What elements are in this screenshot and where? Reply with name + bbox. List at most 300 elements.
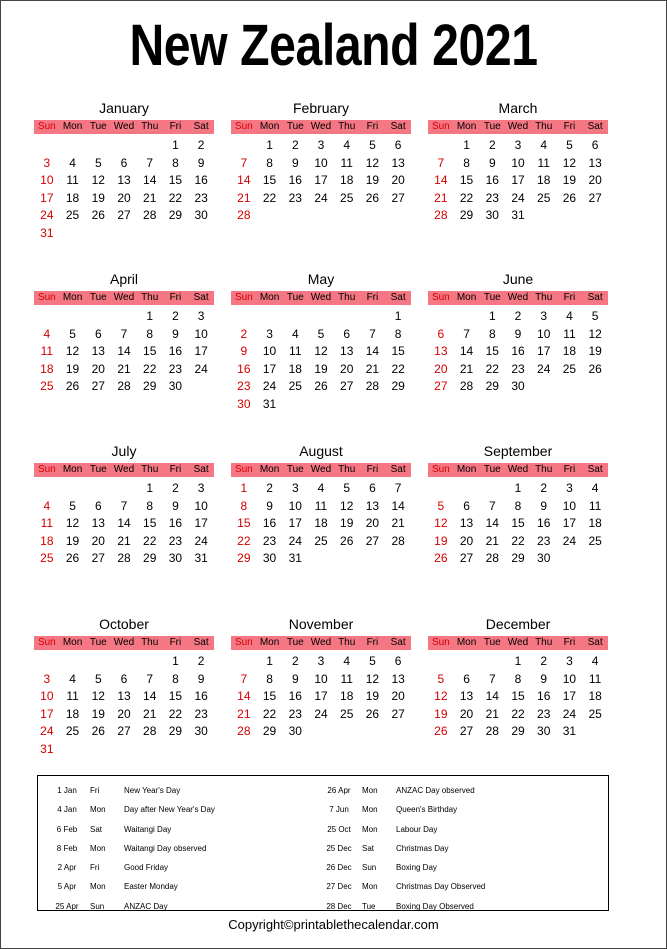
day-cell: 15 (168, 173, 183, 188)
day-cell: 20 (117, 190, 131, 205)
weekday-label: Mon (62, 637, 83, 648)
day-cell: 6 (463, 671, 470, 686)
day-cell: 26 (65, 379, 80, 394)
weekday-label: Sun (37, 292, 56, 303)
day-cell: 13 (91, 516, 105, 531)
weekday-label: Sat (193, 464, 209, 475)
month-january (34, 98, 214, 243)
day-cell: 27 (391, 706, 405, 721)
day-cell: 28 (117, 551, 131, 566)
weekday-label: Tue (89, 464, 107, 475)
empty-cell (282, 308, 308, 326)
day-cell: 5 (437, 498, 445, 513)
day-cell: 24 (537, 361, 551, 376)
day-cell: 6 (94, 498, 102, 513)
day-cell: 22 (511, 533, 525, 548)
month-november (231, 614, 411, 741)
day-cell: 9 (197, 671, 205, 686)
day-cell: 12 (562, 155, 577, 170)
day-cell: 7 (120, 326, 128, 341)
day-cell: 29 (511, 724, 525, 739)
weekday-label: Tue (286, 637, 304, 648)
weekday-label: Thu (535, 121, 553, 132)
weekday-label: Mon (62, 121, 83, 132)
day-cell: 17 (194, 344, 208, 359)
day-cell: 6 (343, 326, 351, 341)
empty-cell (85, 308, 111, 326)
day-cell: 17 (288, 516, 302, 531)
weekday-label: Thu (141, 292, 159, 303)
empty-cell (34, 480, 60, 498)
day-cell: 21 (237, 190, 251, 205)
day-cell: 4 (291, 326, 299, 341)
day-cell: 24 (562, 706, 577, 721)
holiday-date: 26 Dec (326, 863, 352, 873)
day-cell: 19 (434, 706, 448, 721)
day-cell: 29 (168, 208, 183, 223)
month-name: May (307, 271, 335, 287)
weekday-label: Tue (483, 464, 501, 475)
day-cell: 18 (340, 689, 354, 704)
page-title: New Zealand 2021 (129, 13, 538, 78)
day-cell: 15 (485, 344, 499, 359)
weekday-label: Mon (62, 292, 83, 303)
empty-cell (231, 308, 257, 326)
day-cell: 28 (485, 724, 499, 739)
empty-cell (111, 653, 137, 671)
day-cell: 3 (514, 138, 522, 152)
empty-cell (308, 308, 334, 326)
day-cell: 1 (394, 309, 402, 323)
day-cell: 23 (288, 706, 302, 721)
day-cell: 5 (566, 138, 573, 152)
day-cell: 9 (172, 326, 179, 341)
day-cell: 28 (434, 208, 448, 223)
day-cell: 25 (65, 724, 80, 739)
day-cell: 18 (65, 190, 80, 205)
day-cell: 14 (391, 498, 405, 513)
empty-cell (454, 308, 480, 326)
day-cell: 20 (340, 361, 354, 376)
day-cell: 29 (391, 379, 405, 394)
day-cell: 10 (537, 326, 551, 341)
day-cell: 15 (168, 689, 183, 704)
weekday-label: Tue (89, 121, 107, 132)
day-cell: 9 (540, 671, 548, 686)
empty-cell (60, 653, 86, 671)
weekday-label: Fri (563, 121, 576, 132)
day-cell: 30 (537, 551, 551, 566)
day-cell: 3 (197, 309, 205, 323)
holiday-weekday: Mon (90, 805, 106, 815)
weekday-label: Tue (89, 292, 107, 303)
weekday-label: Thu (535, 637, 553, 648)
day-cell: 26 (91, 208, 105, 223)
day-cell: 24 (314, 706, 328, 721)
day-cell: 5 (69, 326, 76, 341)
day-cell: 19 (588, 344, 602, 359)
day-cell: 7 (463, 326, 470, 341)
day-cell: 1 (172, 654, 179, 668)
month-name: August (299, 443, 343, 459)
day-grid (231, 480, 411, 568)
day-cell: 30 (194, 208, 208, 223)
day-cell: 19 (562, 173, 577, 188)
month-july (34, 441, 214, 568)
day-cell: 4 (591, 654, 599, 668)
day-cell: 11 (340, 155, 353, 170)
weekday-label: Tue (483, 121, 501, 132)
day-cell: 14 (434, 173, 448, 188)
weekday-header (34, 636, 214, 650)
day-cell: 19 (91, 706, 105, 721)
day-cell: 4 (343, 654, 351, 668)
day-cell: 26 (340, 533, 354, 548)
day-cell: 31 (262, 396, 277, 411)
month-name: June (502, 271, 534, 287)
day-cell: 27 (459, 724, 474, 739)
day-cell: 14 (117, 516, 131, 531)
empty-cell (257, 308, 283, 326)
holiday-date: 7 Jun (329, 805, 349, 815)
day-cell: 17 (562, 516, 577, 531)
holiday-date: 27 Dec (326, 882, 352, 892)
day-grid (428, 137, 608, 225)
day-cell: 23 (537, 706, 551, 721)
day-cell: 21 (237, 706, 251, 721)
holiday-weekday: Sat (90, 824, 103, 834)
day-cell: 30 (168, 551, 183, 566)
day-cell: 7 (369, 326, 376, 341)
empty-cell (60, 137, 86, 155)
day-cell: 27 (91, 551, 105, 566)
empty-cell (111, 137, 137, 155)
day-cell: 24 (194, 533, 208, 548)
weekday-label: Fri (563, 464, 576, 475)
day-cell: 10 (40, 173, 54, 188)
day-cell: 17 (562, 689, 577, 704)
empty-cell (454, 480, 480, 498)
weekday-header (428, 463, 608, 477)
day-cell: 12 (365, 155, 380, 170)
empty-cell (85, 480, 111, 498)
day-cell: 21 (365, 361, 380, 376)
day-cell: 8 (146, 326, 154, 341)
day-cell: 16 (485, 173, 499, 188)
day-cell: 2 (172, 309, 179, 323)
holiday-name: Christmas Day Observed (396, 882, 486, 892)
day-cell: 15 (511, 689, 525, 704)
day-cell: 13 (117, 689, 131, 704)
weekday-label: Sat (193, 121, 209, 132)
day-cell: 5 (94, 155, 102, 170)
day-cell: 19 (314, 361, 328, 376)
day-cell: 4 (69, 155, 76, 170)
day-cell: 2 (197, 138, 205, 152)
day-cell: 24 (511, 190, 525, 205)
empty-cell (85, 653, 111, 671)
day-cell: 20 (91, 533, 105, 548)
day-cell: 24 (562, 533, 577, 548)
day-cell: 27 (91, 379, 105, 394)
weekday-label: Thu (535, 464, 553, 475)
day-cell: 7 (240, 671, 248, 686)
day-cell: 26 (588, 361, 602, 376)
day-cell: 18 (40, 361, 54, 376)
day-cell: 1 (146, 309, 154, 323)
day-cell: 2 (514, 309, 522, 323)
day-cell: 29 (143, 379, 157, 394)
day-cell: 23 (262, 533, 277, 548)
day-cell: 22 (459, 190, 474, 205)
day-cell: 18 (588, 689, 602, 704)
day-grid (231, 308, 411, 414)
day-cell: 12 (91, 689, 105, 704)
holiday-name: Good Friday (124, 863, 169, 873)
holiday-weekday: Tue (362, 901, 376, 911)
day-cell: 12 (65, 344, 80, 359)
weekday-label: Thu (338, 637, 356, 648)
holiday-name: Waitangi Day observed (124, 843, 207, 853)
weekday-label: Mon (456, 637, 477, 648)
day-cell: 20 (434, 361, 448, 376)
day-cell: 16 (194, 173, 208, 188)
day-cell: 4 (343, 138, 351, 152)
holiday-date: 4 Jan (57, 805, 77, 815)
day-cell: 6 (369, 481, 376, 495)
day-cell: 29 (485, 379, 499, 394)
day-cell: 25 (537, 190, 551, 205)
day-cell: 1 (146, 481, 154, 495)
day-cell: 17 (314, 689, 328, 704)
weekday-label: Mon (259, 637, 280, 648)
day-cell: 29 (459, 208, 474, 223)
day-cell: 2 (172, 481, 179, 495)
day-cell: 17 (537, 344, 551, 359)
day-cell: 3 (540, 309, 548, 323)
month-december (428, 614, 608, 741)
day-cell: 1 (240, 481, 248, 495)
day-grid (428, 480, 608, 568)
day-cell: 30 (288, 724, 302, 739)
day-cell: 29 (511, 551, 525, 566)
day-cell: 6 (120, 155, 128, 170)
day-cell: 19 (91, 190, 105, 205)
weekday-label: Thu (338, 292, 356, 303)
month-name: October (99, 616, 149, 632)
day-cell: 23 (485, 190, 499, 205)
day-cell: 18 (314, 516, 328, 531)
holiday-date: 25 Oct (327, 824, 351, 834)
day-cell: 18 (562, 344, 577, 359)
empty-cell (454, 653, 480, 671)
day-cell: 27 (434, 379, 448, 394)
day-cell: 19 (340, 516, 354, 531)
day-cell: 12 (365, 671, 380, 686)
day-cell: 8 (172, 671, 179, 686)
day-cell: 3 (566, 481, 573, 495)
day-cell: 1 (266, 654, 273, 668)
day-cell: 16 (511, 344, 525, 359)
weekday-label: Sat (390, 121, 406, 132)
day-cell: 12 (340, 498, 354, 513)
day-cell: 27 (588, 190, 602, 205)
day-cell: 13 (117, 173, 131, 188)
day-cell: 5 (369, 138, 376, 152)
month-march (428, 98, 608, 225)
day-cell: 7 (437, 155, 445, 170)
weekday-header (231, 463, 411, 477)
day-cell: 9 (540, 498, 548, 513)
day-cell: 7 (146, 155, 154, 170)
day-cell: 12 (314, 344, 328, 359)
empty-cell (479, 653, 505, 671)
day-cell: 18 (340, 173, 354, 188)
day-cell: 15 (391, 344, 405, 359)
day-cell: 6 (437, 326, 445, 341)
day-cell: 8 (266, 671, 273, 686)
day-cell: 22 (511, 706, 525, 721)
day-cell: 24 (40, 208, 54, 223)
empty-cell (111, 308, 137, 326)
weekday-label: Sun (37, 464, 56, 475)
day-cell: 3 (317, 654, 325, 668)
day-cell: 19 (365, 173, 380, 188)
day-cell: 5 (369, 654, 376, 668)
day-cell: 30 (262, 551, 277, 566)
day-cell: 9 (291, 155, 299, 170)
weekday-label: Wed (113, 637, 135, 648)
month-name: April (109, 271, 138, 287)
day-cell: 15 (262, 689, 277, 704)
day-cell: 15 (459, 173, 474, 188)
day-cell: 26 (314, 379, 328, 394)
empty-cell (231, 137, 257, 155)
day-cell: 5 (591, 309, 599, 323)
day-cell: 14 (143, 173, 157, 188)
day-cell: 8 (394, 326, 402, 341)
day-cell: 10 (314, 155, 328, 170)
day-cell: 31 (511, 208, 525, 223)
empty-cell (137, 653, 163, 671)
day-cell: 10 (40, 689, 54, 704)
day-cell: 5 (437, 671, 445, 686)
day-cell: 28 (485, 551, 499, 566)
weekday-header (34, 463, 214, 477)
weekday-label: Fri (563, 292, 576, 303)
day-cell: 3 (266, 326, 273, 341)
day-cell: 14 (365, 344, 380, 359)
day-cell: 16 (168, 344, 183, 359)
day-cell: 31 (288, 551, 302, 566)
day-cell: 4 (566, 309, 573, 323)
weekday-label: Thu (141, 637, 159, 648)
day-cell: 29 (168, 724, 183, 739)
day-cell: 27 (117, 724, 131, 739)
month-april (34, 269, 214, 396)
day-cell: 10 (511, 155, 525, 170)
copyright-footer: Copyright©printablethecalendar.com (228, 917, 439, 932)
day-cell: 16 (168, 516, 183, 531)
day-cell: 1 (172, 138, 179, 152)
day-grid (34, 653, 214, 759)
day-cell: 23 (168, 361, 183, 376)
holiday-date: 2 Apr (57, 863, 77, 873)
day-cell: 2 (240, 326, 248, 341)
day-cell: 12 (588, 326, 602, 341)
day-grid (231, 653, 411, 741)
day-cell: 14 (237, 689, 251, 704)
day-cell: 18 (65, 706, 80, 721)
day-cell: 7 (240, 155, 248, 170)
weekday-label: Wed (310, 637, 332, 648)
holiday-weekday: Fri (90, 786, 100, 795)
holiday-date: 1 Jan (57, 786, 77, 795)
weekday-label: Sat (587, 292, 603, 303)
month-may (231, 269, 411, 414)
day-cell: 8 (146, 498, 154, 513)
weekday-header (428, 291, 608, 305)
day-cell: 15 (262, 173, 277, 188)
day-cell: 28 (237, 208, 251, 223)
day-cell: 19 (65, 533, 80, 548)
day-cell: 8 (514, 498, 522, 513)
weekday-label: Wed (113, 464, 135, 475)
holiday-name: New Year's Day (124, 786, 181, 795)
day-cell: 3 (43, 155, 51, 170)
holiday-name: ANZAC Day (124, 901, 168, 911)
day-cell: 3 (291, 481, 299, 495)
day-cell: 14 (143, 689, 157, 704)
day-cell: 25 (588, 706, 602, 721)
day-cell: 3 (566, 654, 573, 668)
weekday-label: Mon (456, 292, 477, 303)
day-cell: 2 (266, 481, 273, 495)
empty-cell (34, 137, 60, 155)
weekday-label: Tue (286, 464, 304, 475)
day-cell: 15 (511, 516, 525, 531)
day-cell: 17 (314, 173, 328, 188)
weekday-label: Sun (431, 121, 450, 132)
day-cell: 12 (65, 516, 80, 531)
weekday-label: Sun (431, 464, 450, 475)
weekday-label: Wed (113, 292, 135, 303)
day-cell: 2 (197, 654, 205, 668)
day-cell: 20 (459, 706, 474, 721)
day-cell: 23 (194, 706, 208, 721)
weekday-label: Fri (366, 637, 379, 648)
day-cell: 26 (365, 190, 380, 205)
day-cell: 6 (463, 498, 470, 513)
day-cell: 11 (340, 671, 353, 686)
holiday-weekday: Mon (90, 882, 106, 892)
day-cell: 19 (434, 533, 448, 548)
day-cell: 1 (514, 481, 522, 495)
month-name: January (99, 100, 149, 116)
day-cell: 22 (168, 190, 183, 205)
day-cell: 14 (485, 689, 499, 704)
empty-cell (111, 480, 137, 498)
day-cell: 25 (562, 361, 577, 376)
holiday-name: ANZAC Day observed (396, 786, 475, 795)
day-cell: 23 (537, 533, 551, 548)
day-cell: 14 (237, 173, 251, 188)
day-cell: 22 (237, 533, 251, 548)
weekday-label: Sun (234, 464, 253, 475)
day-cell: 8 (240, 498, 248, 513)
day-cell: 25 (340, 706, 354, 721)
day-cell: 22 (391, 361, 405, 376)
